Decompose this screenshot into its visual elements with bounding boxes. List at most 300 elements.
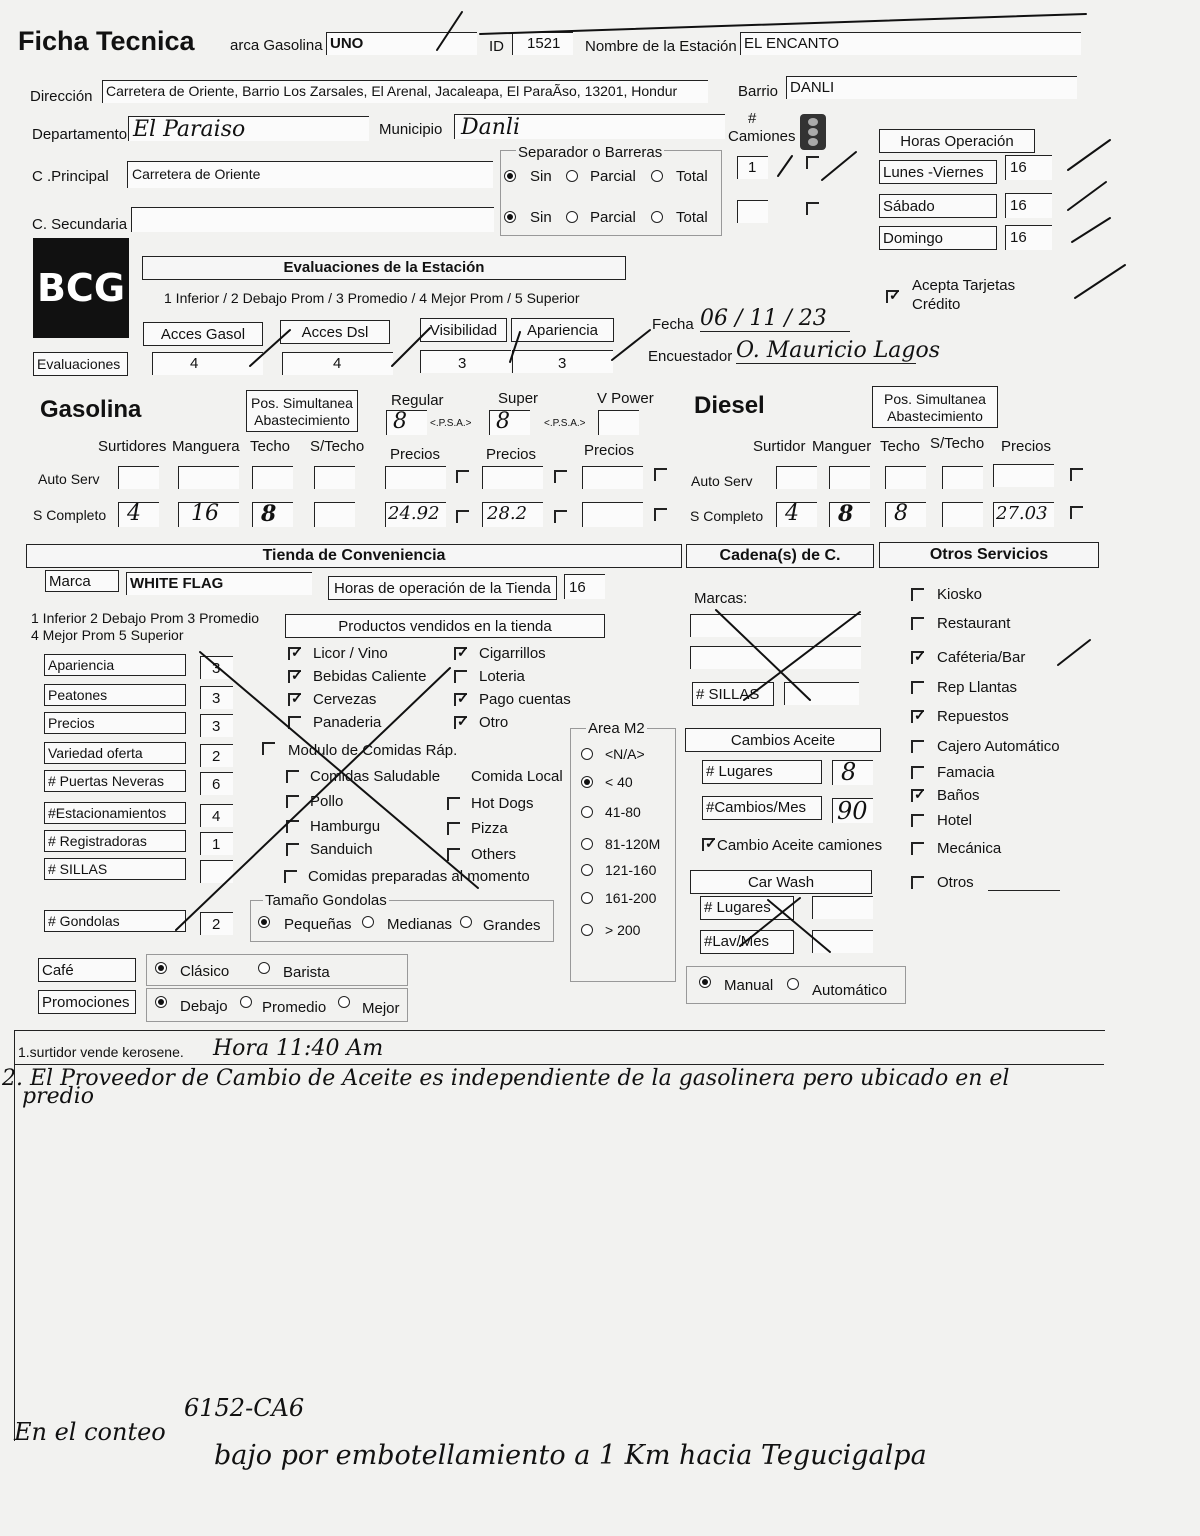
servicio-repuestos-checkbox[interactable]	[911, 710, 924, 723]
acepta-tarjetas-label: Acepta Tarjetas Crédito	[912, 277, 1016, 313]
producto-pago-cuentas-label: Pago cuentas	[479, 691, 571, 708]
municipio-field[interactable]	[454, 114, 725, 139]
area-option-2-radio[interactable]	[581, 776, 593, 788]
rating-puertas-neveras-label: # Puertas Neveras	[44, 770, 186, 792]
direccion-value: Carretera de Oriente, Barrio Los Zarsales, El Arenal, Jacaleapa, El ParaÃso, 13201, Hondur	[106, 83, 678, 99]
csecundaria-field[interactable]	[131, 207, 494, 232]
rating-puertas-neveras-field[interactable]	[200, 772, 233, 795]
comida-comidas-preparadas-al-momento-checkbox[interactable]	[284, 870, 297, 883]
note-line-1: 1.surtidor vende kerosene.	[18, 1044, 184, 1060]
promo-mejor-radio[interactable]	[338, 996, 350, 1008]
gondolas-medianas-label: Medianas	[387, 916, 453, 933]
comida-pollo-label: Pollo	[310, 793, 344, 810]
diesel-sc-precio-value: 27.03	[996, 503, 1048, 524]
gas-sc-regular-checkbox[interactable]	[456, 510, 469, 523]
comida-pizza-checkbox[interactable]	[447, 822, 460, 835]
otros-servicios-title: Otros Servicios	[879, 542, 1099, 568]
camiones-field-2[interactable]	[737, 200, 768, 223]
comida-sanduich-label: Sanduich	[310, 841, 373, 858]
separador2-parcial-label: Parcial	[590, 209, 636, 226]
encuestador-value[interactable]: O. Mauricio Lagos	[736, 338, 941, 363]
otros-line	[988, 890, 1060, 891]
area-option-4-label: 81-120M	[605, 836, 661, 852]
gas-sc-manguera[interactable]	[178, 502, 239, 527]
comida-others-label: Others	[471, 846, 517, 863]
promo-debajo-radio[interactable]	[155, 996, 167, 1008]
servicio-cajero-autom-tico-checkbox[interactable]	[911, 740, 924, 753]
horas-operacion-title: Horas Operación	[879, 129, 1035, 153]
comida-comidas-saludable-label: Comidas Saludable	[310, 768, 441, 785]
rating-apariencia-label: Apariencia	[44, 654, 186, 676]
carwash-manual-radio[interactable]	[699, 976, 711, 988]
gasolina-pos-simultanea: Pos. Simultanea Abastecimiento	[246, 390, 358, 432]
servicio-restaurant-checkbox[interactable]	[911, 617, 924, 630]
gas-sc-precio-vpower[interactable]	[582, 502, 643, 527]
acces-gasol-value: 4	[190, 355, 199, 372]
barrio-label: Barrio	[738, 83, 779, 100]
servicio-famacia-label: Famacia	[937, 764, 995, 781]
carwash-automatico-radio[interactable]	[787, 978, 799, 990]
rating-apariencia-field[interactable]	[200, 656, 233, 679]
diesel-auto-serv-label: Auto Serv	[691, 473, 753, 489]
rating-variedad-oferta-field[interactable]	[200, 744, 233, 767]
comida-hot-dogs-checkbox[interactable]	[447, 797, 460, 810]
camiones-checkbox-2[interactable]	[806, 202, 819, 215]
servicio-restaurant-label: Restaurant	[937, 615, 1011, 632]
comida-comidas-saludable-checkbox[interactable]	[286, 770, 299, 783]
acces-dsl-value: 4	[333, 355, 342, 372]
tienda-horas-label: Horas de operación de la Tienda	[328, 576, 557, 600]
rating-gondolas-label: # Gondolas	[44, 910, 186, 932]
diesel-sc-surtidor[interactable]	[776, 502, 817, 527]
servicio-hotel-checkbox[interactable]	[911, 814, 924, 827]
regular-pos-field[interactable]	[386, 410, 427, 435]
sabado-label: Sábado	[879, 194, 997, 218]
diesel-sc-manguer-value: 8	[838, 501, 854, 527]
camiones-field-1[interactable]	[737, 156, 768, 179]
apariencia-label: Apariencia	[511, 318, 614, 342]
separador2-total-radio[interactable]	[651, 211, 663, 223]
cadena-marca-field-1[interactable]	[690, 614, 861, 637]
domingo-field[interactable]	[1005, 225, 1052, 250]
tienda-scale-2: 4 Mejor Prom 5 Superior	[31, 627, 184, 643]
cambios-lugares-label: # Lugares	[702, 760, 822, 784]
gas-sc-super-checkbox[interactable]	[554, 510, 567, 523]
area-option-1-label: <N/A>	[605, 746, 645, 762]
producto-panaderia-label: Panaderia	[313, 714, 382, 731]
comida-hamburgu-checkbox[interactable]	[286, 820, 299, 833]
producto-otro-label: Otro	[479, 714, 509, 731]
carwash-lugares-label: # Lugares	[700, 896, 794, 920]
separador2-sin-label: Sin	[530, 209, 552, 226]
gas-sc-precio-super-value: 28.2	[487, 503, 528, 524]
separador-label: Separador o Barreras	[518, 144, 663, 161]
carwash-manual-label: Manual	[724, 977, 774, 994]
marca-gasolina-value: UNO	[330, 35, 364, 52]
bcg-logo: BCG	[33, 238, 129, 338]
rating-sillas-label: # SILLAS	[44, 858, 186, 880]
producto-bebidas-caliente-checkbox[interactable]	[288, 670, 301, 683]
id-field[interactable]	[512, 32, 573, 55]
separador2-sin-radio[interactable]	[504, 211, 516, 223]
gas-sc-precio-regular[interactable]	[385, 502, 446, 527]
producto-cigarrillos-checkbox[interactable]	[454, 647, 467, 660]
gondolas-title: Tamaño Gondolas	[265, 892, 387, 909]
lunes-viernes-field[interactable]	[1005, 155, 1052, 180]
super-pos-value: 8	[496, 409, 510, 434]
servicio-rep-llantas-label: Rep Llantas	[937, 679, 1018, 696]
gas-as-techo[interactable]	[252, 466, 293, 489]
acces-gasol-label: Acces Gasol	[143, 322, 263, 346]
note-hora: Hora 11:40 Am	[213, 1036, 384, 1061]
gondolas-pequenas-radio[interactable]	[258, 916, 270, 928]
gondolas-grandes-radio[interactable]	[460, 916, 472, 928]
gas-sc-stecho[interactable]	[314, 502, 355, 527]
gas-as-precio-regular[interactable]	[385, 466, 446, 489]
promo-mejor-label: Mejor	[362, 1000, 400, 1017]
comida-local-label: Comida Local	[471, 768, 563, 785]
visibilidad-label: Visibilidad	[420, 318, 507, 342]
diesel-sc-techo[interactable]	[885, 502, 926, 527]
servicio-rep-llantas-checkbox[interactable]	[911, 681, 924, 694]
comida-hot-dogs-label: Hot Dogs	[471, 795, 534, 812]
super-psa: <.P.S.A.>	[544, 418, 586, 429]
producto-cervezas-checkbox[interactable]	[288, 693, 301, 706]
cafe-label: Café	[38, 958, 136, 982]
area-option-3-radio[interactable]	[581, 806, 593, 818]
producto-licor-vino-label: Licor / Vino	[313, 645, 388, 662]
barrio-field[interactable]	[786, 76, 1077, 99]
rating-registradoras-value: 1	[212, 836, 221, 853]
domingo-label: Domingo	[879, 226, 997, 250]
municipio-value: Danli	[461, 115, 520, 140]
diesel-sc-techo-value: 8	[894, 501, 908, 526]
cambios-aceite-title: Cambios Aceite	[685, 728, 881, 752]
page-title: Ficha Tecnica	[18, 26, 195, 56]
diesel-as-checkbox[interactable]	[1070, 468, 1083, 481]
precios-regular-label: Precios	[390, 446, 441, 463]
sabado-value: 16	[1010, 197, 1027, 214]
cambios-mes-field[interactable]	[832, 798, 873, 823]
carwash-lugares-field[interactable]	[812, 896, 873, 919]
gas-as-regular-checkbox[interactable]	[456, 470, 469, 483]
direccion-label: Dirección	[30, 88, 93, 105]
area-option-2-label: < 40	[605, 774, 633, 790]
servicio-cajero-autom-tico-label: Cajero Automático	[937, 738, 1060, 755]
rating-registradoras-field[interactable]	[200, 832, 233, 855]
producto-cigarrillos-label: Cigarrillos	[479, 645, 546, 662]
gas-sc-precio-super[interactable]	[482, 502, 543, 527]
apariencia-field[interactable]	[512, 350, 613, 373]
cprincipal-value: Carretera de Oriente	[132, 166, 261, 182]
rating-gondolas-value: 2	[212, 916, 221, 933]
super-label: Super	[498, 390, 539, 407]
gasolina-auto-serv-label: Auto Serv	[38, 471, 100, 487]
servicio-repuestos-label: Repuestos	[937, 708, 1009, 725]
cprincipal-label: C .Principal	[32, 168, 109, 185]
comidas-rapidas-checkbox[interactable]	[262, 742, 275, 755]
productos-title: Productos vendidos en la tienda	[285, 614, 605, 638]
rating-variedad-oferta-label: Variedad oferta	[44, 742, 186, 764]
rating-precios-label: Precios	[44, 712, 186, 734]
tienda-marca-field[interactable]	[126, 572, 312, 595]
diesel-col-precios: Precios	[1001, 438, 1052, 455]
comida-sanduich-checkbox[interactable]	[286, 843, 299, 856]
gasolina-col-techo: Techo	[250, 438, 291, 455]
producto-bebidas-caliente-label: Bebidas Caliente	[313, 668, 427, 685]
servicio-hotel-label: Hotel	[937, 812, 973, 829]
diesel-col-manguer: Manguer	[812, 438, 872, 455]
servicio-mec-nica-label: Mecánica	[937, 840, 1002, 857]
servicio-famacia-checkbox[interactable]	[911, 766, 924, 779]
servicio-caf-teria-bar-label: Caféteria/Bar	[937, 649, 1026, 666]
producto-licor-vino-checkbox[interactable]	[288, 647, 301, 660]
separador1-parcial-label: Parcial	[590, 168, 636, 185]
cambio-aceite-camiones-label: Cambio Aceite camiones	[717, 837, 883, 854]
promo-promedio-radio[interactable]	[240, 996, 252, 1008]
area-title: Area M2	[588, 720, 645, 737]
diesel-as-stecho[interactable]	[942, 466, 983, 489]
rating-estacionamientos-value: 4	[212, 808, 221, 825]
acepta-tarjetas-checkbox[interactable]	[886, 290, 899, 303]
notes-divider	[14, 1064, 1104, 1065]
tienda-scale-1: 1 Inferior 2 Debajo Prom 3 Promedio	[31, 610, 259, 626]
gas-as-manguera[interactable]	[178, 466, 239, 489]
marca-gasolina-label: arca Gasolina	[230, 37, 323, 54]
cafe-clasico-radio[interactable]	[155, 962, 167, 974]
area-option-3-label: 41-80	[605, 804, 641, 820]
carwash-title: Car Wash	[690, 870, 872, 894]
gas-sc-vpower-checkbox[interactable]	[654, 508, 667, 521]
gondolas-medianas-radio[interactable]	[362, 916, 374, 928]
gas-as-precio-vpower[interactable]	[582, 466, 643, 489]
rating-sillas-field[interactable]	[200, 860, 233, 883]
cambios-lugares-value: 8	[841, 758, 857, 786]
comida-others-checkbox[interactable]	[447, 848, 460, 861]
visibilidad-value: 3	[458, 355, 467, 372]
cambios-lugares-field[interactable]	[832, 760, 873, 785]
rating-peatones-label: Peatones	[44, 684, 186, 706]
comidas-rapidas-label: Modulo de Comidas Ráp.	[288, 742, 458, 759]
camiones-label: Camiones	[728, 128, 796, 145]
cafe-barista-label: Barista	[283, 964, 330, 981]
gas-sc-techo[interactable]	[252, 502, 293, 527]
rating-estacionamientos-field[interactable]	[200, 804, 233, 827]
lunes-viernes-label: Lunes -Viernes	[879, 160, 997, 184]
id-label: ID	[489, 38, 504, 55]
separador2-total-label: Total	[676, 209, 708, 226]
regular-psa: <.P.S.A.>	[430, 418, 472, 429]
csecundaria-label: C. Secundaria	[32, 216, 128, 233]
note-line-3: predio	[22, 1084, 94, 1109]
evaluaciones-title: Evaluaciones de la Estación	[142, 256, 626, 280]
acces-dsl-field[interactable]	[282, 352, 393, 375]
diesel-as-techo[interactable]	[885, 466, 926, 489]
nombre-estacion-field[interactable]	[740, 32, 1081, 55]
nombre-estacion-label: Nombre de la Estación	[585, 38, 737, 55]
gondolas-grandes-label: Grandes	[483, 917, 541, 934]
domingo-value: 16	[1010, 229, 1027, 246]
gas-as-vpower-checkbox[interactable]	[654, 468, 667, 481]
producto-pago-cuentas-checkbox[interactable]	[454, 693, 467, 706]
fecha-label: Fecha	[652, 316, 694, 333]
gas-sc-precio-regular-value: 24.92	[388, 503, 440, 524]
municipio-label: Municipio	[379, 121, 443, 138]
servicio-ba-os-checkbox[interactable]	[911, 789, 924, 802]
marcas-label: Marcas:	[694, 590, 748, 607]
super-pos-field[interactable]	[489, 410, 530, 435]
diesel-col-surtidor: Surtidor	[753, 438, 806, 455]
gondolas-pequenas-label: Pequeñas	[284, 916, 352, 933]
diesel-s-completo-label: S Completo	[690, 508, 764, 524]
diesel-sc-stecho[interactable]	[942, 502, 983, 527]
rating-peatones-value: 3	[212, 690, 221, 707]
promo-debajo-label: Debajo	[180, 998, 228, 1015]
apariencia-value: 3	[558, 355, 567, 372]
gas-as-surtidores[interactable]	[118, 466, 159, 489]
gas-as-super-checkbox[interactable]	[554, 470, 567, 483]
gas-sc-surtidores-value: 4	[127, 501, 141, 526]
carwash-lav-field[interactable]	[812, 930, 873, 953]
diesel-sc-checkbox[interactable]	[1070, 506, 1083, 519]
acces-gasol-field[interactable]	[152, 352, 263, 375]
gas-as-stecho[interactable]	[314, 466, 355, 489]
camiones-checkbox-1[interactable]	[806, 156, 819, 169]
tienda-marca-value: WHITE FLAG	[130, 575, 224, 592]
diesel-col-stecho: S/Techo	[930, 435, 985, 452]
tienda-title: Tienda de Conveniencia	[26, 544, 682, 568]
separador1-total-radio[interactable]	[651, 170, 663, 182]
servicio-ba-os-label: Baños	[937, 787, 980, 804]
separador2-parcial-radio[interactable]	[566, 211, 578, 223]
direccion-field[interactable]	[102, 80, 708, 103]
vpower-label: V Power	[597, 390, 654, 407]
rating-peatones-field[interactable]	[200, 686, 233, 709]
gasolina-col-stecho: S/Techo	[310, 438, 365, 455]
producto-otro-checkbox[interactable]	[454, 716, 467, 729]
area-option-5-label: 121-160	[605, 862, 657, 878]
rating-estacionamientos-label: #Estacionamientos	[44, 802, 186, 824]
cambios-mes-value: 90	[837, 797, 868, 825]
departamento-field[interactable]	[128, 116, 369, 141]
departamento-value: El Paraiso	[133, 117, 246, 142]
vpower-pos-field[interactable]	[598, 410, 639, 435]
encuestador-label: Encuestador	[648, 348, 733, 365]
nombre-estacion-value: EL ENCANTO	[744, 35, 840, 52]
camiones-value: 1	[748, 159, 757, 176]
gasolina-s-completo-label: S Completo	[33, 507, 107, 523]
gas-as-precio-super[interactable]	[482, 466, 543, 489]
comida-pizza-label: Pizza	[471, 820, 508, 837]
regular-label: Regular	[391, 392, 444, 409]
sabado-field[interactable]	[1005, 193, 1052, 218]
separador1-sin-radio[interactable]	[504, 170, 516, 182]
tienda-horas-value: 16	[569, 579, 586, 596]
note-line-2: 2. El Proveedor de Cambio de Aceite es independiente de la gasolinera pero ubicado en el	[2, 1066, 1010, 1091]
cambios-mes-label: #Cambios/Mes	[702, 796, 822, 820]
area-option-7-label: > 200	[605, 922, 641, 938]
gas-sc-surtidores[interactable]	[118, 502, 159, 527]
cambio-aceite-camiones-checkbox[interactable]	[702, 838, 715, 851]
fecha-value[interactable]: 06 / 11 / 23	[700, 306, 850, 332]
gasolina-col-manguera: Manguera	[172, 438, 240, 455]
visibilidad-field[interactable]	[420, 350, 511, 373]
separador1-sin-label: Sin	[530, 168, 552, 185]
regular-pos-value: 8	[393, 409, 407, 434]
diesel-sc-surtidor-value: 4	[785, 501, 799, 526]
area-option-5-radio[interactable]	[581, 864, 593, 876]
carwash-automatico-label: Automático	[812, 982, 888, 999]
servicio-kiosko-checkbox[interactable]	[911, 588, 924, 601]
rating-precios-field[interactable]	[200, 714, 233, 737]
producto-panaderia-checkbox[interactable]	[288, 716, 301, 729]
gas-sc-manguera-value: 16	[191, 501, 219, 526]
rating-variedad-oferta-value: 2	[212, 748, 221, 765]
cadena-sillas-field[interactable]	[784, 682, 859, 705]
barrio-value: DANLI	[790, 79, 835, 96]
cprincipal-field[interactable]	[127, 161, 493, 188]
promociones-label: Promociones	[38, 990, 136, 1014]
diesel-pos-simultanea: Pos. Simultanea Abastecimiento	[872, 386, 998, 428]
area-option-6-label: 161-200	[605, 890, 657, 906]
servicio-kiosko-label: Kiosko	[937, 586, 983, 603]
separador1-parcial-radio[interactable]	[566, 170, 578, 182]
rating-registradoras-label: # Registradoras	[44, 830, 186, 852]
tienda-marca-label: Marca	[45, 570, 119, 592]
diesel-title: Diesel	[694, 392, 765, 419]
area-option-4-radio[interactable]	[581, 838, 593, 850]
separador1-total-label: Total	[676, 168, 708, 185]
lunes-viernes-value: 16	[1010, 159, 1027, 176]
marca-gasolina-field[interactable]	[326, 32, 477, 55]
area-option-6-radio[interactable]	[581, 892, 593, 904]
id-value: 1521	[527, 35, 561, 52]
precios-vpower-label: Precios	[584, 442, 635, 459]
diesel-sc-precio[interactable]	[993, 502, 1054, 527]
servicio-caf-teria-bar-checkbox[interactable]	[911, 651, 924, 664]
comida-pollo-checkbox[interactable]	[286, 795, 299, 808]
area-option-7-radio[interactable]	[581, 924, 593, 936]
notes-area[interactable]	[14, 1030, 1105, 1441]
servicio-otros-checkbox[interactable]	[911, 876, 924, 889]
cafe-barista-radio[interactable]	[258, 962, 270, 974]
producto-cervezas-label: Cervezas	[313, 691, 377, 708]
gasolina-title: Gasolina	[40, 396, 142, 423]
rating-gondolas-field[interactable]	[200, 912, 233, 935]
carwash-lav-label: #Lav/Mes	[700, 930, 794, 954]
diesel-as-precio[interactable]	[993, 464, 1054, 487]
producto-loteria-checkbox[interactable]	[454, 670, 467, 683]
evaluaciones-scale: 1 Inferior / 2 Debajo Prom / 3 Promedio / 4 Mejor Prom / 5 Superior	[164, 290, 580, 306]
departamento-label: Departamento	[32, 126, 128, 143]
servicio-otros-label: Otros	[937, 874, 974, 891]
precios-super-label: Precios	[486, 446, 537, 463]
promo-promedio-label: Promedio	[262, 999, 327, 1016]
servicio-mec-nica-checkbox[interactable]	[911, 842, 924, 855]
traffic-light-icon	[800, 114, 826, 150]
rating-apariencia-value: 3	[212, 660, 221, 677]
tienda-horas-field[interactable]	[564, 574, 605, 599]
diesel-as-manguer[interactable]	[829, 466, 870, 489]
area-option-1-radio[interactable]	[581, 748, 593, 760]
diesel-sc-manguer[interactable]	[829, 502, 870, 527]
diesel-col-techo: Techo	[880, 438, 921, 455]
diesel-as-surtidor[interactable]	[776, 466, 817, 489]
evaluaciones-row-label: Evaluaciones	[33, 352, 128, 376]
note-line-4b: bajo por embotellamiento a 1 Km hacia Tegucigalpa	[214, 1440, 927, 1471]
comida-hamburgu-label: Hamburgu	[310, 818, 381, 835]
cadena-marca-field-2[interactable]	[690, 646, 861, 669]
